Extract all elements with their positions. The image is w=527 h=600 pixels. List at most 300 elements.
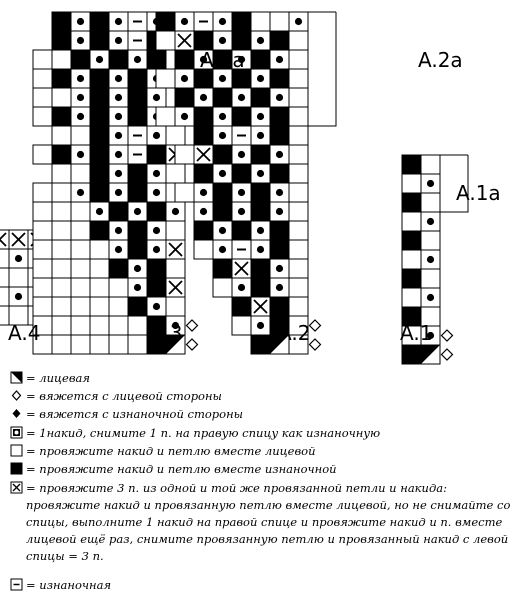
chart-cell: [109, 88, 128, 107]
dot-mark: [219, 132, 226, 139]
chart-cell: [52, 50, 71, 69]
chart-cell: [71, 88, 90, 107]
chart-cell: [147, 297, 166, 316]
dot-mark: [238, 151, 245, 158]
dot-mark: [115, 18, 122, 25]
chart-cell: [251, 202, 270, 221]
chart-cell: [147, 164, 166, 183]
dot-mark: [172, 208, 179, 215]
chart-cell: [289, 278, 308, 297]
dot-mark: [77, 189, 84, 196]
chart-cell: [128, 183, 147, 202]
chart-cell: [289, 12, 308, 31]
chart-cell: [128, 69, 147, 88]
chart-cell: [128, 12, 147, 31]
chart-cell: [109, 240, 128, 259]
dot-mark: [276, 265, 283, 272]
dot-mark: [115, 132, 122, 139]
dot-mark: [153, 94, 160, 101]
chart-cell: [156, 107, 175, 126]
legend-item-x: [10, 480, 520, 565]
chart-cell: [90, 278, 109, 297]
chart-cell: [128, 259, 147, 278]
chart-cell: [194, 126, 213, 145]
chart-cell: [194, 221, 213, 240]
chart-cell: [0, 268, 9, 287]
chart-cell: [33, 202, 52, 221]
chart-cell: [270, 259, 289, 278]
chart-cell: [175, 183, 194, 202]
chart-cell: [213, 183, 232, 202]
chart-cell: [232, 202, 251, 221]
chart-cell: [90, 69, 109, 88]
chart-cell: [232, 88, 251, 107]
chart-cell: [33, 107, 52, 126]
chart-cell: [421, 345, 440, 364]
chart-cell: [90, 316, 109, 335]
chart-cell: [156, 31, 175, 50]
chart-cell: [109, 297, 128, 316]
dot-mark: [115, 94, 122, 101]
chart-cell: [166, 259, 185, 278]
chart-cell: [270, 164, 289, 183]
chart-cell: [71, 183, 90, 202]
chart-cell: [9, 287, 28, 306]
chart-cell: [270, 31, 289, 50]
chart-cell: [213, 88, 232, 107]
chart-cell: [52, 145, 71, 164]
chart-cell: [213, 240, 232, 259]
chart-cell: [270, 278, 289, 297]
chart-cell: [52, 12, 71, 31]
dot-mark: [276, 56, 283, 63]
chart-cell: [71, 297, 90, 316]
chart-cell: [52, 107, 71, 126]
dot-mark: [238, 189, 245, 196]
chart-cell: [52, 183, 71, 202]
dot-mark: [77, 151, 84, 158]
dot-mark: [238, 94, 245, 101]
chart-cell: [166, 278, 185, 297]
chart-cell: [109, 50, 128, 69]
dash-square-icon: [10, 577, 26, 591]
chart-cell: [270, 183, 289, 202]
chart-cell: [402, 155, 421, 174]
chart-cell: [270, 202, 289, 221]
dot-mark: [115, 170, 122, 177]
chart-cell: [175, 107, 194, 126]
chart-cell: [147, 221, 166, 240]
chart-label-a1: A.1: [400, 321, 433, 345]
dot-mark: [276, 151, 283, 158]
chart-cell: [52, 221, 71, 240]
chart-cell: [52, 164, 71, 183]
chart-cell: [421, 288, 440, 307]
chart-cell: [9, 268, 28, 287]
dot-mark: [77, 18, 84, 25]
dot-mark: [200, 189, 207, 196]
dot-mark: [257, 246, 264, 253]
dot-mark: [219, 170, 226, 177]
dot-mark: [276, 94, 283, 101]
dot-mark: [15, 293, 22, 300]
chart-cell: [213, 12, 232, 31]
chart-cell: [147, 126, 166, 145]
chart-cell: [232, 221, 251, 240]
legend-text-yo-slip: = 1накид, снимите 1 п. на правую спицу как изнаночную: [26, 426, 381, 440]
chart-cell: [33, 240, 52, 259]
dot-mark: [153, 246, 160, 253]
chart-cell: [71, 202, 90, 221]
dot-mark: [427, 218, 434, 225]
chart-cell: [109, 278, 128, 297]
chart-cell: [52, 297, 71, 316]
chart-label-a4: A.4: [8, 321, 41, 345]
dot-mark: [276, 189, 283, 196]
legend-item-knit: [10, 370, 520, 387]
dot-mark: [115, 246, 122, 253]
chart-cell: [270, 50, 289, 69]
chart-cell: [194, 240, 213, 259]
chart-cell: [90, 107, 109, 126]
chart-cell: [194, 183, 213, 202]
dot-mark: [181, 75, 188, 82]
chart-cell: [289, 50, 308, 69]
legend-text-empty: = провяжите накид и петлю вместе лицевой: [26, 444, 316, 458]
chart-cell: [71, 164, 90, 183]
chart-cell: [52, 335, 71, 354]
dot-mark: [219, 113, 226, 120]
chart-cell: [289, 297, 308, 316]
dot-mark: [295, 18, 302, 25]
chart-cell: [71, 107, 90, 126]
chart-cell: [289, 202, 308, 221]
chart-cell: [128, 316, 147, 335]
chart-cell: [194, 88, 213, 107]
dot-mark: [427, 294, 434, 301]
chart-cell: [71, 31, 90, 50]
chart-cell: [251, 107, 270, 126]
chart-cell: [128, 50, 147, 69]
chart-cell: [166, 126, 185, 145]
dot-mark: [238, 208, 245, 215]
chart-cell: [232, 164, 251, 183]
chart-cell: [232, 240, 251, 259]
chart-cell: [71, 145, 90, 164]
dot-mark: [134, 265, 141, 272]
chart-cell: [52, 31, 71, 50]
chart-cell: [251, 69, 270, 88]
chart-cell: [71, 240, 90, 259]
dot-mark: [153, 170, 160, 177]
chart-cell: [289, 240, 308, 259]
chart-cell: [232, 297, 251, 316]
chart-cell: [270, 221, 289, 240]
chart-cell: [128, 221, 147, 240]
legend-text-rs: = вяжется с лицевой стороны: [26, 389, 222, 403]
chart-cell: [270, 126, 289, 145]
empty-square-icon: [10, 443, 26, 457]
chart-cell: [402, 250, 421, 269]
chart-cell: [194, 202, 213, 221]
chart-cell: [421, 174, 440, 193]
dot-mark: [219, 18, 226, 25]
chart-cell: [109, 145, 128, 164]
chart-cell: [90, 183, 109, 202]
chart-cell: [213, 164, 232, 183]
chart-cell: [90, 12, 109, 31]
chart-cell: [33, 88, 52, 107]
chart-cell: [194, 145, 213, 164]
chart-cell: [251, 297, 270, 316]
x-square-icon: [10, 480, 26, 494]
chart-cell: [9, 230, 28, 249]
chart-cell: [166, 164, 185, 183]
chart-cell: [71, 126, 90, 145]
chart-cell: [289, 69, 308, 88]
dot-mark: [200, 208, 207, 215]
chart-cell: [421, 212, 440, 231]
dot-mark: [427, 180, 434, 187]
chart-cell: [232, 12, 251, 31]
chart-cell: [251, 240, 270, 259]
chart-cell: [251, 335, 270, 354]
chart-cell: [289, 107, 308, 126]
chart-cell: [147, 278, 166, 297]
chart-cell: [128, 278, 147, 297]
chart-cell: [402, 345, 421, 364]
dot-mark: [115, 151, 122, 158]
chart-cell: [251, 126, 270, 145]
chart-cell: [402, 174, 421, 193]
chart-cell: [33, 69, 52, 88]
chart-cell: [289, 145, 308, 164]
chart-cell: [109, 221, 128, 240]
open-diamond-icon: [442, 349, 453, 360]
dot-mark: [153, 227, 160, 234]
chart-cell: [156, 69, 175, 88]
legend-text-knit: = лицевая: [26, 371, 91, 385]
open-diamond-icon: [187, 320, 198, 331]
dot-mark: [257, 170, 264, 177]
chart-cell: [52, 316, 71, 335]
chart-cell: [289, 164, 308, 183]
chart-cell: [109, 31, 128, 50]
chart-cell: [251, 259, 270, 278]
chart-cell: [232, 145, 251, 164]
open-diamond-icon: [10, 388, 26, 402]
chart-cell: [109, 202, 128, 221]
chart-cell: [90, 126, 109, 145]
chart-cell: [33, 259, 52, 278]
chart-cell: [251, 12, 270, 31]
chart-cell: [421, 193, 440, 212]
chart-cell: [270, 107, 289, 126]
dot-mark: [427, 256, 434, 263]
dot-mark: [181, 18, 188, 25]
chart-cell: [109, 259, 128, 278]
chart-cell: [421, 231, 440, 250]
chart-cell: [0, 287, 9, 306]
dot-square-icon: [10, 425, 26, 439]
chart-cell: [270, 297, 289, 316]
chart-cell: [147, 88, 166, 107]
chart-cell: [251, 164, 270, 183]
dot-mark: [115, 189, 122, 196]
chart-cell: [33, 221, 52, 240]
dot-mark: [153, 303, 160, 310]
dot-mark: [181, 113, 188, 120]
dot-mark: [115, 75, 122, 82]
chart-cell: [270, 69, 289, 88]
dot-mark: [115, 227, 122, 234]
chart-cell: [270, 12, 289, 31]
chart-cell: [421, 269, 440, 288]
chart-cell: [147, 240, 166, 259]
chart-cell: [90, 297, 109, 316]
chart-cell: [147, 50, 166, 69]
legend-item-empty: [10, 443, 520, 460]
chart-cell: [71, 259, 90, 278]
chart-cell: [90, 145, 109, 164]
chart-cell: [9, 249, 28, 268]
dot-mark: [77, 94, 84, 101]
chart-cell: [109, 183, 128, 202]
chart-cell: [194, 12, 213, 31]
chart-cell: [251, 145, 270, 164]
chart-cell: [71, 69, 90, 88]
open-diamond-icon: [442, 330, 453, 341]
chart-cell: [175, 88, 194, 107]
chart-cell: [33, 50, 52, 69]
chart-cell: [52, 278, 71, 297]
chart-cell: [128, 297, 147, 316]
chart-cell: [128, 202, 147, 221]
dot-mark: [200, 94, 207, 101]
chart-cell: [194, 107, 213, 126]
chart-cell: [52, 240, 71, 259]
chart-cell: [128, 88, 147, 107]
chart-cell: [147, 202, 166, 221]
chart-cell: [232, 183, 251, 202]
chart-cell: [213, 107, 232, 126]
chart-cell: [156, 12, 175, 31]
legend-item-purl: [10, 577, 520, 594]
dot-mark: [77, 37, 84, 44]
chart-cell: [90, 240, 109, 259]
chart-cell: [213, 126, 232, 145]
chart-cell: [213, 221, 232, 240]
chart-cell: [109, 69, 128, 88]
repeat-label-a3a: A.3a: [200, 48, 245, 72]
chart-cell: [232, 316, 251, 335]
dot-mark: [134, 284, 141, 291]
chart-cell: [251, 278, 270, 297]
chart-cell: [109, 126, 128, 145]
chart-cell: [289, 126, 308, 145]
dot-mark: [276, 284, 283, 291]
chart-cell: [175, 31, 194, 50]
dot-mark: [219, 227, 226, 234]
chart-cell: [251, 50, 270, 69]
chart-cell: [0, 230, 9, 249]
chart-cell: [213, 145, 232, 164]
chart-cell: [289, 221, 308, 240]
chart-cell: [147, 259, 166, 278]
dot-mark: [238, 284, 245, 291]
chart-cell: [166, 297, 185, 316]
chart-cell: [213, 278, 232, 297]
chart-cell: [109, 335, 128, 354]
dot-mark: [153, 132, 160, 139]
chart-cell: [71, 221, 90, 240]
chart-cell: [90, 259, 109, 278]
chart-cell: [0, 249, 9, 268]
chart-cell: [232, 107, 251, 126]
open-diamond-icon: [310, 339, 321, 350]
dot-mark: [257, 227, 264, 234]
chart-cell: [289, 88, 308, 107]
chart-cell: [213, 259, 232, 278]
legend-item-black: [10, 461, 520, 478]
dot-mark: [257, 75, 264, 82]
chart-cell: [128, 126, 147, 145]
dot-mark: [276, 208, 283, 215]
legend-text-black: = провяжите накид и петлю вместе изнаночной: [26, 462, 337, 476]
chart-cell: [90, 221, 109, 240]
chart-cell: [166, 240, 185, 259]
chart-cell: [90, 202, 109, 221]
legend-item-rs: [10, 388, 520, 405]
chart-cell: [90, 50, 109, 69]
chart-cell: [147, 183, 166, 202]
chart-cell: [71, 335, 90, 354]
dot-mark: [96, 208, 103, 215]
chart-cell: [90, 88, 109, 107]
chart-cell: [251, 88, 270, 107]
chart-cell: [128, 107, 147, 126]
filled-diamond-icon: [10, 406, 26, 420]
legend-text-ws: = вяжется с изнаночной стороны: [26, 407, 244, 421]
chart-label-a2: A.2: [278, 321, 311, 345]
dot-mark: [77, 113, 84, 120]
legend-item-ws: [10, 406, 520, 423]
chart-cell: [128, 31, 147, 50]
chart-cell: [232, 126, 251, 145]
chart-cell: [90, 31, 109, 50]
chart-cell: [90, 164, 109, 183]
chart-cell: [52, 88, 71, 107]
chart-cell: [289, 259, 308, 278]
dot-mark: [257, 113, 264, 120]
dot-mark: [257, 322, 264, 329]
legend-item-yo-slip: [10, 425, 520, 442]
dot-mark: [219, 246, 226, 253]
chart-cell: [71, 278, 90, 297]
chart-cell: [90, 335, 109, 354]
chart-cell: [128, 164, 147, 183]
chart-cell: [33, 278, 52, 297]
chart-cell: [251, 183, 270, 202]
chart-cell: [128, 145, 147, 164]
legend-text-x: = провяжите 3 п. из одной и той же провязанной петли и накида: провяжите накид и провязанную петлю вместе лицевой, но не снимайте со спицы, выполните 1 накид на правой спице и провяжите накид и п. вместе лицевой ещё раз, снимите провязанную петлю и провязанный накид с левой спицы = 3 п.: [26, 481, 511, 563]
dot-mark: [96, 56, 103, 63]
chart-cell: [128, 240, 147, 259]
open-diamond-icon: [187, 339, 198, 350]
chart-cell: [270, 145, 289, 164]
dot-mark: [77, 75, 84, 82]
chart-cell: [289, 31, 308, 50]
